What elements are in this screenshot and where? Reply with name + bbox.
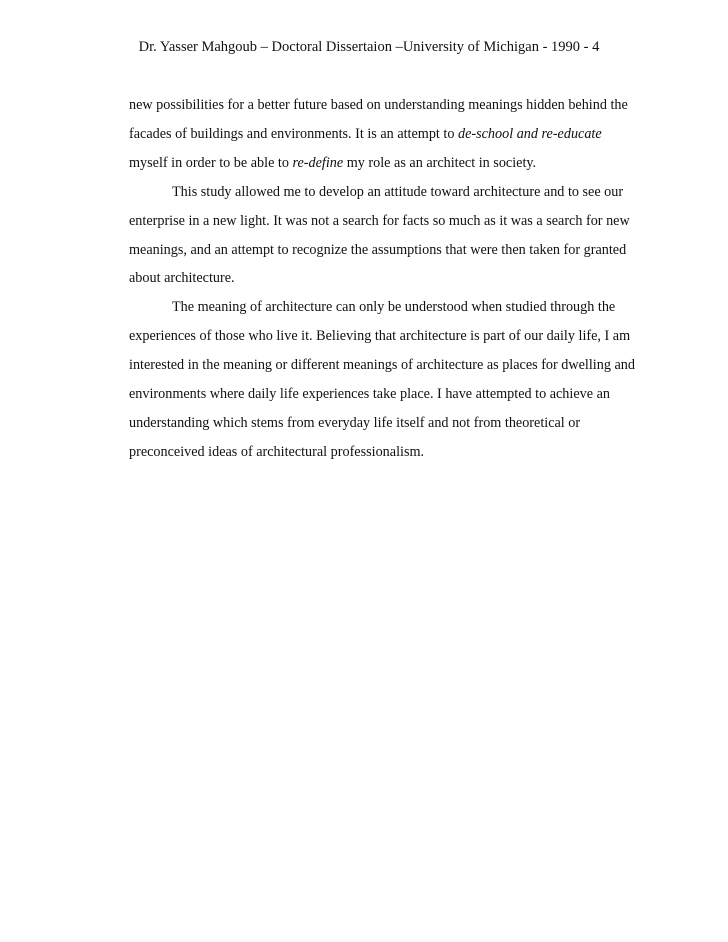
line-text: facades of buildings and environments. It is an attempt to — [129, 125, 458, 142]
paragraph-2-line-4: about architecture. — [129, 270, 235, 287]
line-text: myself in order to be able to — [129, 154, 293, 171]
paragraph-3-line-2: experiences of those who live it. Believing that architecture is part of our daily life, I am — [129, 328, 631, 345]
paragraph-1-line-1: new possibilities for a better future based on understanding meanings hidden behind the — [129, 97, 628, 113]
paragraph-1-line-2 — [129, 120, 659, 149]
paragraph-3-line-1: The meaning of architecture can only be understood when studied through the — [172, 299, 616, 316]
emphasis-text: de-school and re-educate — [458, 125, 602, 142]
emphasis-text: re-define — [292, 154, 344, 171]
header-text: Dr. Yasser Mahgoub – Doctoral Dissertaion –University of Michigan - 1990 - 4 — [138, 39, 600, 55]
body-text — [129, 91, 659, 467]
running-header — [0, 38, 728, 56]
paragraph-2-line-1: This study allowed me to develop an attitude toward architecture and to see our — [172, 183, 624, 200]
paragraph-3-line-3: interested in the meaning or different meanings of architecture as places for dwelling and — [129, 357, 635, 374]
paragraph-1-line-3 — [129, 149, 659, 178]
paragraph-2-line-2: enterprise in a new light. It was not a search for facts so much as it was a search for new — [129, 212, 630, 229]
paragraph-3-line-4: environments where daily life experiences take place. I have attempted to achieve an — [129, 386, 610, 403]
paragraph-2-line-3: meanings, and an attempt to recognize the assumptions that were then taken for granted — [129, 241, 627, 258]
line-text: my role as an architect in society. — [343, 154, 537, 171]
paragraph-3-line-5: understanding which stems from everyday life itself and not from theoretical or — [129, 414, 581, 431]
paragraph-3-line-6: preconceived ideas of architectural professionalism. — [129, 443, 425, 460]
